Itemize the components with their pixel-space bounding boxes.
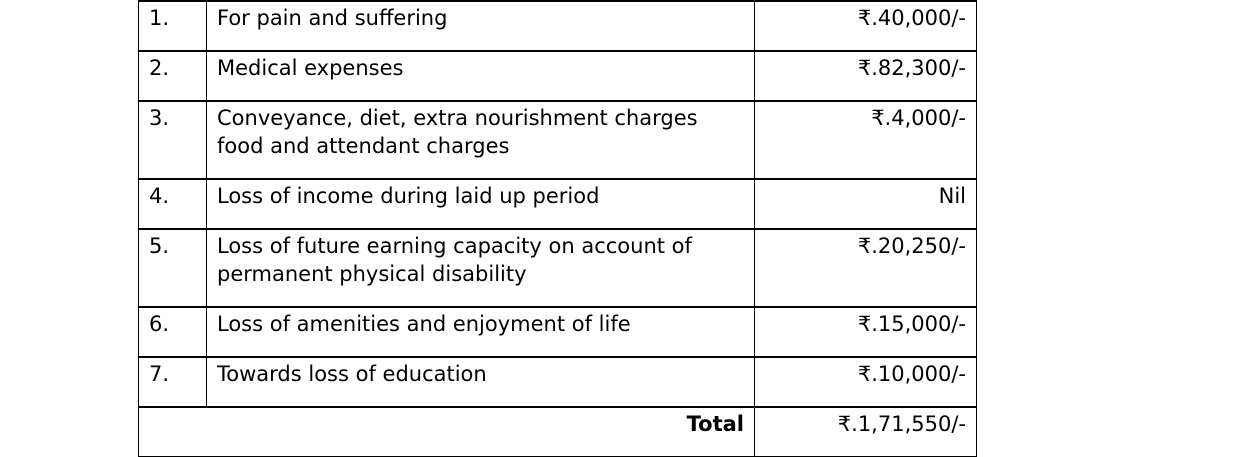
table-row [139,357,977,407]
item-amount: ₹.40,000/- [755,1,977,51]
item-description: Loss of future earning capacity on account of permanent physical disability [207,229,755,307]
table-row [139,307,977,357]
item-amount: ₹.4,000/- [755,101,977,179]
item-description: Loss of amenities and enjoyment of life [207,307,755,357]
total-row [139,407,977,456]
item-amount: ₹.20,250/- [755,229,977,307]
item-number: 3. [139,101,207,179]
item-number: 1. [139,1,207,51]
item-number: 4. [139,179,207,229]
item-amount: ₹.82,300/- [755,51,977,101]
table-row [139,229,977,307]
item-number: 6. [139,307,207,357]
table-row [139,179,977,229]
item-amount: ₹.10,000/- [755,357,977,407]
item-description: For pain and suffering [207,1,755,51]
table-row [139,51,977,101]
table-row [139,1,977,51]
item-description: Loss of income during laid up period [207,179,755,229]
item-amount: Nil [755,179,977,229]
item-number: 5. [139,229,207,307]
item-description: Medical expenses [207,51,755,101]
item-description: Conveyance, diet, extra nourishment charges food and attendant charges [207,101,755,179]
compensation-table [138,0,977,457]
item-number: 2. [139,51,207,101]
total-amount: ₹.1,71,550/- [755,407,977,456]
table-row [139,101,977,179]
item-number: 7. [139,357,207,407]
item-description: Towards loss of education [207,357,755,407]
total-label: Total [139,407,755,456]
item-amount: ₹.15,000/- [755,307,977,357]
